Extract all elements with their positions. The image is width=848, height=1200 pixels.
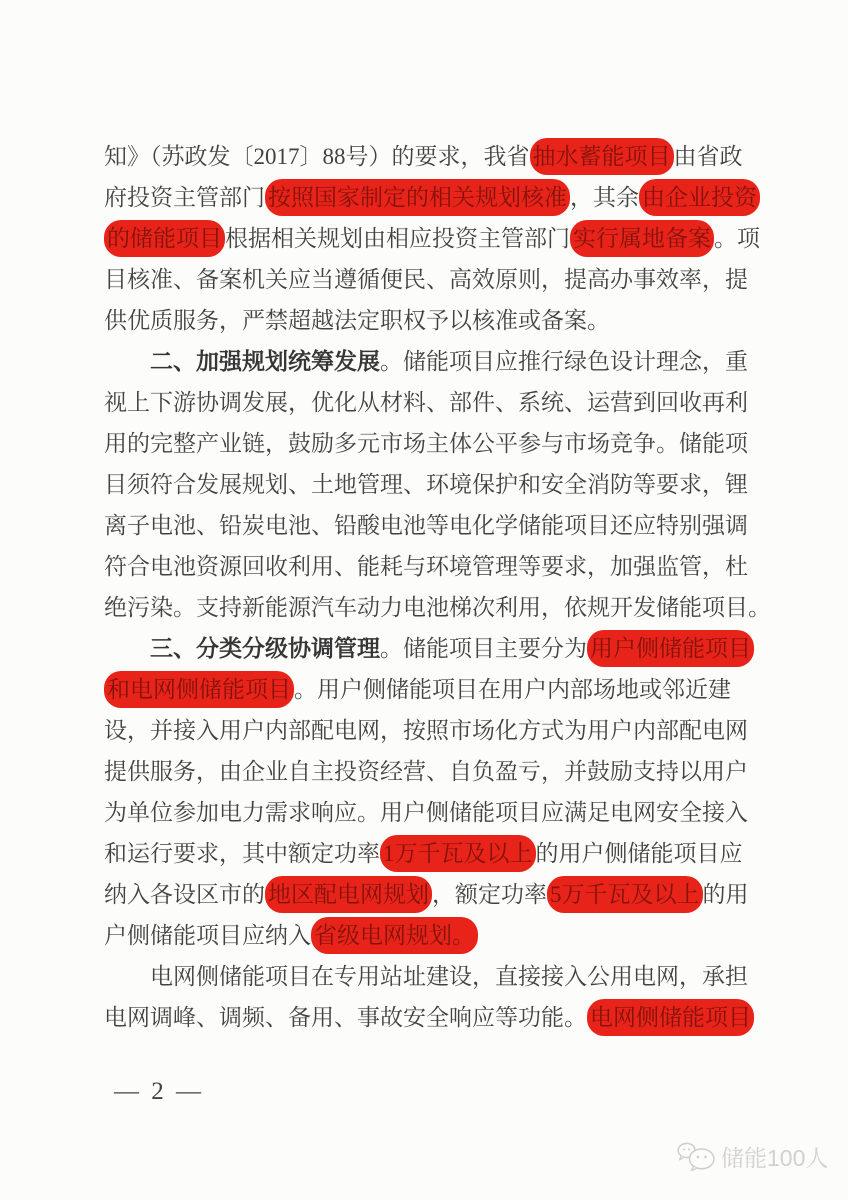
text-segment: 符合电池资源回收利用、能耗与环境管理等要求，加强监管，杜 [104,554,748,579]
text-line [104,710,752,751]
text-segment: ，其余 [570,185,639,210]
watermark [676,1140,828,1173]
red-highlight: 按照国家制定的相关规划核准 [265,179,570,216]
text-line [104,956,752,997]
text-segment: 。储能项目应推行绿色设计理念，重 [380,349,748,374]
text-segment: 根据相关规划由相应投资主管部门 [225,226,570,251]
wechat-icon [676,1141,718,1173]
text-segment: 绝污染。支持新能源汽车动力电池梯次利用，依规开发储能项目。 [104,595,771,620]
text-segment: 离子电池、铅炭电池、铅酸电池等电化学储能项目还应特别强调 [104,513,748,538]
text-line [104,300,752,341]
red-highlight: 的储能项目 [104,220,225,257]
text-segment: 。储能项目主要分为 [380,636,587,661]
text-segment: 的用 [702,882,749,907]
text-segment: 。项 [714,226,760,251]
bold-heading: 三、分类分级协调管理 [150,635,380,661]
text-line [104,628,752,669]
text-segment: 府投资主管部门 [104,185,265,210]
text-segment: 知》（苏政发〔2017〕88号）的要求，我省 [104,144,530,169]
red-highlight: 地区配电网规划 [265,876,432,913]
text-line [104,505,752,546]
text-segment: 电网侧储能项目在专用站址建设，直接接入公用电网，承担 [150,964,748,989]
text-segment: ，额定功率 [432,882,547,907]
text-segment: 电网调峰、调频、备用、事故安全响应等功能。 [104,1005,587,1030]
text-segment: 为单位参加电力需求响应。用户侧储能项目应满足电网安全接入 [104,800,748,825]
text-line [104,423,752,464]
text-segment: 。用户侧储能项目在用户内部场地或邻近建 [294,677,731,702]
text-line [104,136,752,177]
text-line [104,669,752,710]
bold-heading: 二、加强规划统筹发展 [150,348,380,374]
text-line [104,464,752,505]
red-highlight: 省级电网规划。 [311,917,478,954]
red-highlight: 5万千瓦及以上 [547,876,703,913]
page-number: — 2 — [114,1078,204,1105]
text-line [104,546,752,587]
red-highlight: 实行属地备案 [570,220,714,257]
text-segment: 纳入各设区市的 [104,882,265,907]
red-highlight: 用户侧储能项目 [587,630,754,667]
text-segment: 设，并接入用户内部配电网，按照市场化方式为用户内部配电网 [104,718,748,743]
text-line [104,751,752,792]
text-segment: 供优质服务，严禁超越法定职权予以核准或备案。 [104,308,610,333]
text-segment: 目核准、备案机关应当遵循便民、高效原则，提高办事效率，提 [104,267,748,292]
text-line [104,382,752,423]
text-line [104,915,752,956]
text-segment: 由省政 [673,144,743,169]
text-line [104,833,752,874]
text-segment: 的用户侧储能项目应 [535,841,743,866]
watermark-label: 储能100人 [721,1145,829,1171]
red-highlight: 由企业投资 [639,179,760,216]
text-block [104,136,771,1038]
text-segment: 提供服务，由企业自主投资经营、自负盈亏，并鼓励支持以用户 [104,759,748,784]
text-line [104,874,752,915]
text-line [104,341,752,382]
text-line [104,177,757,218]
text-line [104,997,752,1038]
text-segment: 视上下游协调发展，优化从材料、部件、系统、运营到回收再利 [104,390,748,415]
text-line [104,218,760,259]
red-highlight: 电网侧储能项目 [587,999,754,1036]
red-highlight: 1万千瓦及以上 [380,835,536,872]
text-line [104,792,752,833]
text-segment: 户侧储能项目应纳入 [104,923,311,948]
text-line [104,259,752,300]
text-segment: 目须符合发展规划、土地管理、环境保护和安全消防等要求，锂 [104,472,748,497]
text-line [104,587,771,628]
red-highlight: 抽水蓄能项目 [530,138,674,175]
text-segment: 和运行要求，其中额定功率 [104,841,380,866]
red-highlight: 和电网侧储能项目 [104,671,294,708]
text-segment: 用的完整产业链，鼓励多元市场主体公平参与市场竞争。储能项 [104,431,748,456]
